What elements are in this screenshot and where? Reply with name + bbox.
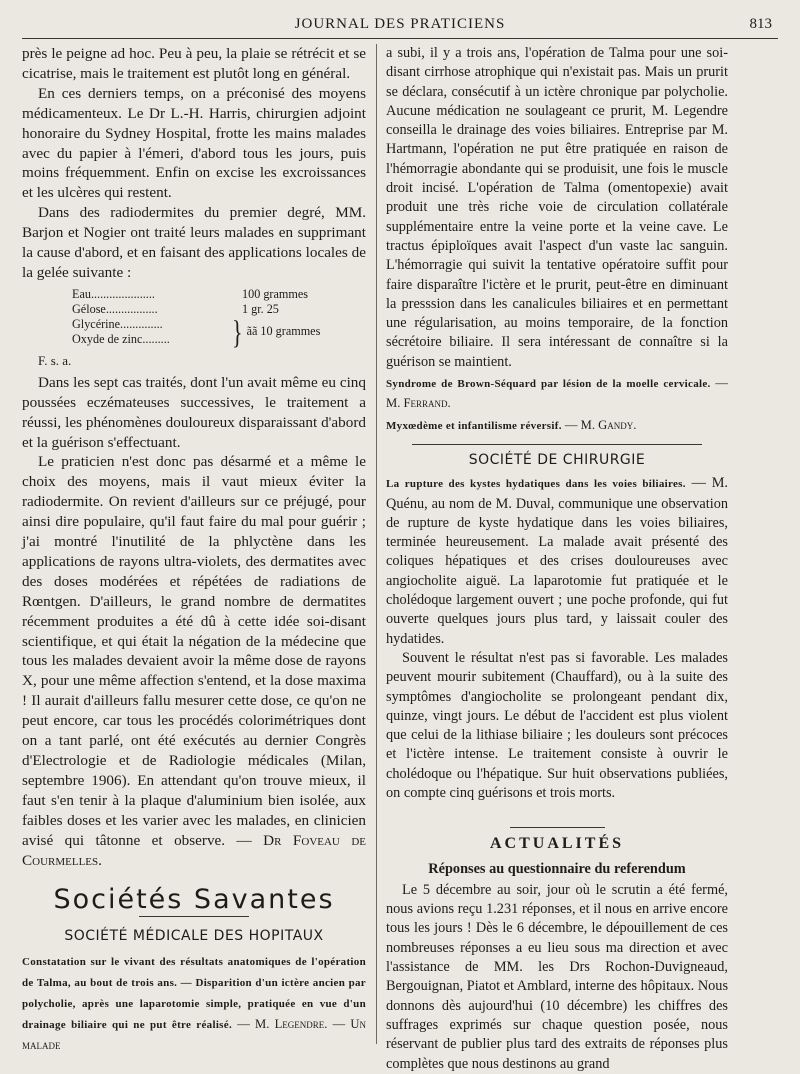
paragraph: Le 5 décembre au soir, jour où le scrutin a été fermé, nous avions reçu 1.231 réponses, et il nous en arrive encore tous les jours ! Dès le 6 décembre, le dépouillement de ces nombreuses réponses a eu lieu sous ma direction et avec l'assistance de MM. les Drs Rochon-Duvigneaud, Bergouignan, Piatot et Amblard, interne des hôpitaux. Nous donnons dès aujourd'hui (10 décembre) les chiffres des suffrages exprimés sur chaque question posée, nous réservant de publier plus tard des extraits de réponses plus complètes que nous destinons au grand: [386, 881, 729, 1072]
ingredient-name: Glycérine..............: [72, 316, 163, 331]
note-author: — M. Gandy.: [564, 417, 637, 432]
note-author: — M. Ferrand.: [386, 376, 728, 411]
ingredient-name: Oxyde de zinc.........: [72, 331, 170, 346]
left-column: [22, 44, 366, 1055]
article-title: Réponses au questionnaire du referendum: [428, 860, 686, 877]
paragraph: En ces derniers temps, on a préconisé des moyens médicamenteux. Le Dr L.-H. Harris, chirurgien adjoint honoraire du Sydney Hospital, frotte les mains malades avec du papier à l'émeri, d'abord tous les jours, puis moins fréquemment. Enfin on excise les excroissances et les ulcères qui restent.: [22, 84, 366, 202]
paragraph: Souvent le résultat n'est pas si favorable. Les malades peuvent mourir subitement (Chauffard), ou à la suite des symptômes d'angiocholite se prolongeant pendant dix, quinze, vingt jours. Le début de l'accident est plus violent que celui de la lithiase biliaire ; les douleurs sont précoces et l'ictère intense. Le traitement consiste à ouvrir le cholédoque ou l'hépatique. Sur huit observations publiées, on compte cinq guérisons et trois morts.: [386, 649, 728, 801]
society-title: SOCIÉTÉ MÉDICALE DES HOPITAUX: [64, 928, 324, 945]
formula-fsa: F. s. a.: [38, 352, 72, 368]
section-title: ACTUALITÉS: [489, 835, 625, 853]
paragraph: [22, 452, 366, 870]
column-divider: [376, 44, 377, 1044]
note: [386, 416, 728, 436]
paragraph-text: Le praticien n'est donc pas désarmé et a même le choix des moyens, mais il vaut mieux éviter la radiodermite. On revient d'ailleurs sur ce préjugé, pour ainsi dire populaire, qu'il faut faire du mal pour guérir ; j'ai montré l'inutilité de la phlyctène dans les applications de rayons ultra-violets, des dermatites avec des doses modérées et répétées de radiations de Rœntgen. D'ailleurs, le grand nombre de dermatites récemment produites a été dû à cette idée soi-disant scientifique, et qui était la négation de la médecine que tous les malades devaient avoir la même dose de rayons X, pour une même affection s'entend, et la dose maxima ! Il aurait d'ailleurs fallu mesurer cette dose, ce qu'on ne peut encore, car tous les procédés colorimétriques dont on a tant parlé, ont été exécutés au dernier Congrès d'Electrologie et de Radiologie médicales (Milan, septembre 1906). En attendant qu'on trouve mieux, il faut s'en tenir à la plaque d'aluminium bien isolée, aux faibles doses et les varier avec les malades, en clinicien avisé qui tâtonne et observe.: [22, 453, 366, 849]
formula-row: [72, 287, 342, 302]
ingredient-qty: ãã 10 grammes: [246, 324, 321, 339]
formula-recipe: [72, 286, 342, 351]
note: [386, 374, 728, 414]
article-signature: — Dr Foveau de Courmelles.: [22, 831, 366, 869]
abstract-heading: Constatation sur le vivant des résultats anatomiques de l'opération de Talma, au bout de trois ans. — Disparition d'un ictère ancien par polycholie, après une laparotomie simple, pratiquée en vue d'un drainage biliaire qui ne put être réalisé.: [22, 956, 366, 1032]
page-number: 813: [749, 16, 772, 32]
ingredient-name: Gélose.................: [72, 301, 158, 316]
paragraph: [386, 474, 728, 649]
ingredient-qty: 1 gr. 25: [242, 301, 279, 316]
note-heading: Syndrome de Brown-Séquard par lésion de la moelle cervicale.: [386, 378, 711, 391]
section-rule: [510, 827, 605, 828]
abstract-author: — M. Legendre. — Un malade: [22, 1017, 367, 1053]
paragraph: près le peigne ad hoc. Peu à peu, la plaie se rétrécit et se cicatrise, mais le traitement est plutôt long en général.: [22, 45, 366, 82]
ingredient-qty: 100 grammes: [242, 286, 309, 301]
section-rule: [139, 916, 249, 917]
paragraph-text: — M. Quénu, au nom de M. Duval, communique une observation de rupture de kyste hydatique dans les voies biliaires, terminée heureusement. La malade avait présenté des coliques hépatiques et des crises douloureuses avec angiocholite aiguë. La laparotomie fut pratiquée et le cholédoque largement ouvert ; une poche profonde, qui fut ouverte quelques jours plus tard, y laissait couler des hydatides.: [386, 475, 728, 647]
section-rule: [412, 444, 702, 445]
right-column: [386, 44, 728, 1074]
abstract-heading: La rupture des kystes hydatiques dans les voies biliaires.: [386, 478, 686, 491]
paragraph: a subi, il y a trois ans, l'opération de Talma pour une soi-disant cirrhose atrophique qui n'existait pas. Mais un prurit se déclara, consécutif à un ictère chronique par polycholie. Aucune médication ne soulageant ce prurit, M. Legendre conseilla le drainage des voies biliaires. Entreprise par M. Hartmann, l'opération ne put être pratiquée en raison de l'hémorragie abondante qui se produisit, une fois le muscle droit incisé. L'opération de Talma (omentopexie) avait produit une très riche voie de circulation collatérale supplémentaire entre la veine porte et la veine cave. Le tractus épiploïques avait l'aspect d'un vaste lac sanguin. L'hémorragie qui suivit la tentative opératoire suffit pour faire disparaître l'ictère et le prurit, peut-être en diminuant la presssion dans les canalicules biliaires et en permettant une régularisation, au moins temporaire, de la fonction sécrétoire biliaire. Il sera intéressant de connaître si la guérison se maintient.: [386, 45, 728, 370]
ingredient-name: Eau.....................: [72, 286, 155, 301]
paragraph: Dans les sept cas traités, dont l'un avait même eu cinq poussées eczémateuses successives, le traitement a réussi, les phénomènes douloureux disparaissant d'abord et la guérison s'effectuant.: [22, 373, 366, 451]
society-title: SOCIÉTÉ DE CHIRURGIE: [468, 451, 646, 468]
paragraph: Dans des radiodermites du premier degré, MM. Barjon et Nogier ont traité leurs malades en supprimant la cause d'abord, et en faisant des applications locales de la gelée suivante :: [22, 204, 366, 281]
page-header: [22, 12, 778, 39]
section-title: Sociétés Savantes: [53, 884, 335, 916]
formula-row: [72, 302, 342, 317]
note-heading: Myxœdème et infantilisme réversif.: [386, 419, 562, 432]
brace-icon: }: [232, 313, 243, 351]
formula-grouped-rows: [72, 313, 342, 351]
running-title: JOURNAL DES PRATICIENS: [294, 16, 506, 32]
abstract: [22, 951, 366, 1055]
